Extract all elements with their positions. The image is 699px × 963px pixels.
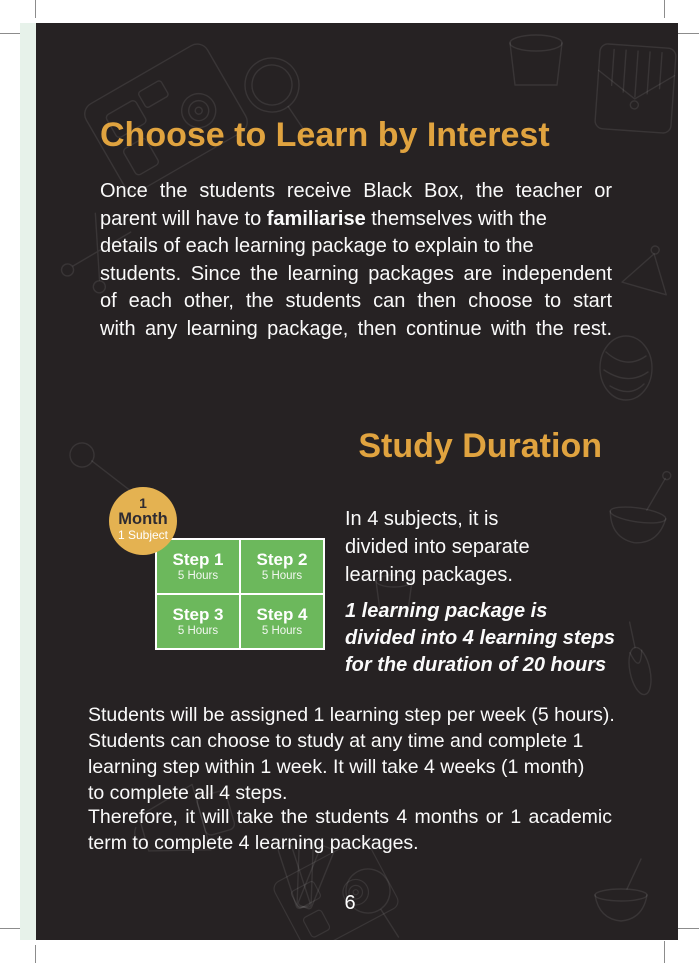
- booklet-sheet: [36, 23, 678, 940]
- step-label: Step 2: [256, 550, 308, 569]
- paragraph-line: with any learning package, then continue with the rest.: [100, 317, 612, 340]
- paragraph-line: learning packages.: [345, 564, 513, 586]
- paragraph-line: learning step within 1 week. It will take 4 weeks (1 month): [88, 756, 585, 778]
- intro-paragraph: [100, 178, 612, 343]
- crop-mark-top-right-v: [664, 0, 665, 18]
- badge-unit: Month: [118, 510, 168, 528]
- paragraph-line: Students can choose to study at any time and complete 1: [88, 730, 584, 752]
- paragraph-line: divided into separate: [345, 536, 530, 558]
- step-hours: 5 Hours: [261, 625, 303, 637]
- term-paragraph: [88, 804, 612, 856]
- paragraph-line: [100, 206, 612, 234]
- paragraph-line: divided into 4 learning steps: [345, 627, 616, 649]
- bleed-strip: [20, 23, 36, 940]
- crop-mark-bottom-left-v: [35, 945, 36, 963]
- section-title-study-duration: Study Duration: [358, 427, 602, 465]
- paragraph-line: In 4 subjects, it is: [345, 508, 499, 530]
- page-number: 6: [344, 892, 356, 914]
- step-cell-2: [241, 540, 323, 593]
- paragraph-line: of each other, the students can then choose to start: [100, 290, 612, 312]
- step-label: Step 4: [256, 605, 308, 624]
- line-text: parent will have to: [100, 207, 267, 230]
- step-hours: 5 Hours: [261, 570, 303, 582]
- paragraph-line: Students will be assigned 1 learning step per week (5 hours).: [88, 704, 615, 726]
- step-hours: 5 Hours: [177, 625, 219, 637]
- crop-mark-bottom-left-h: [0, 928, 22, 929]
- duration-emphasis-paragraph: [345, 598, 615, 679]
- paragraph-line: 1 learning package is: [345, 600, 548, 622]
- crop-mark-top-right-h: [678, 33, 699, 34]
- crop-mark-top-left-v: [35, 0, 36, 18]
- paragraph-line: Once the students receive Black Box, the teacher or: [100, 180, 612, 202]
- crop-mark-bottom-right-v: [664, 941, 665, 963]
- paragraph-line: for the duration of 20 hours: [345, 654, 607, 676]
- crop-mark-top-left-h: [0, 33, 22, 34]
- line-text: themselves with the: [365, 207, 547, 230]
- steps-grid: [155, 538, 325, 650]
- step-cell-1: [157, 540, 239, 593]
- emphasized-word: familiarise: [266, 207, 366, 230]
- step-label: Step 3: [172, 605, 224, 624]
- badge-subject: 1 Subject: [117, 528, 169, 542]
- paragraph-line: students. Since the learning packages are independent: [100, 262, 612, 285]
- step-cell-3: [157, 595, 239, 648]
- duration-intro-paragraph: [345, 505, 530, 589]
- month-badge: [109, 487, 177, 555]
- section-title-choose-to-learn: Choose to Learn by Interest: [100, 116, 550, 154]
- paragraph-line: to complete all 4 steps.: [88, 782, 288, 804]
- step-label: Step 1: [172, 550, 224, 569]
- crop-mark-bottom-right-h: [678, 928, 699, 929]
- step-hours: 5 Hours: [177, 570, 219, 582]
- step-cell-4: [241, 595, 323, 648]
- weeks-paragraph: [88, 702, 631, 806]
- badge-value: 1: [139, 495, 147, 511]
- paragraph-line: term to complete 4 learning packages.: [88, 832, 419, 854]
- paragraph-line: details of each learning package to explain to the: [100, 235, 534, 257]
- paragraph-line: Therefore, it will take the students 4 months or 1 academic: [88, 806, 612, 828]
